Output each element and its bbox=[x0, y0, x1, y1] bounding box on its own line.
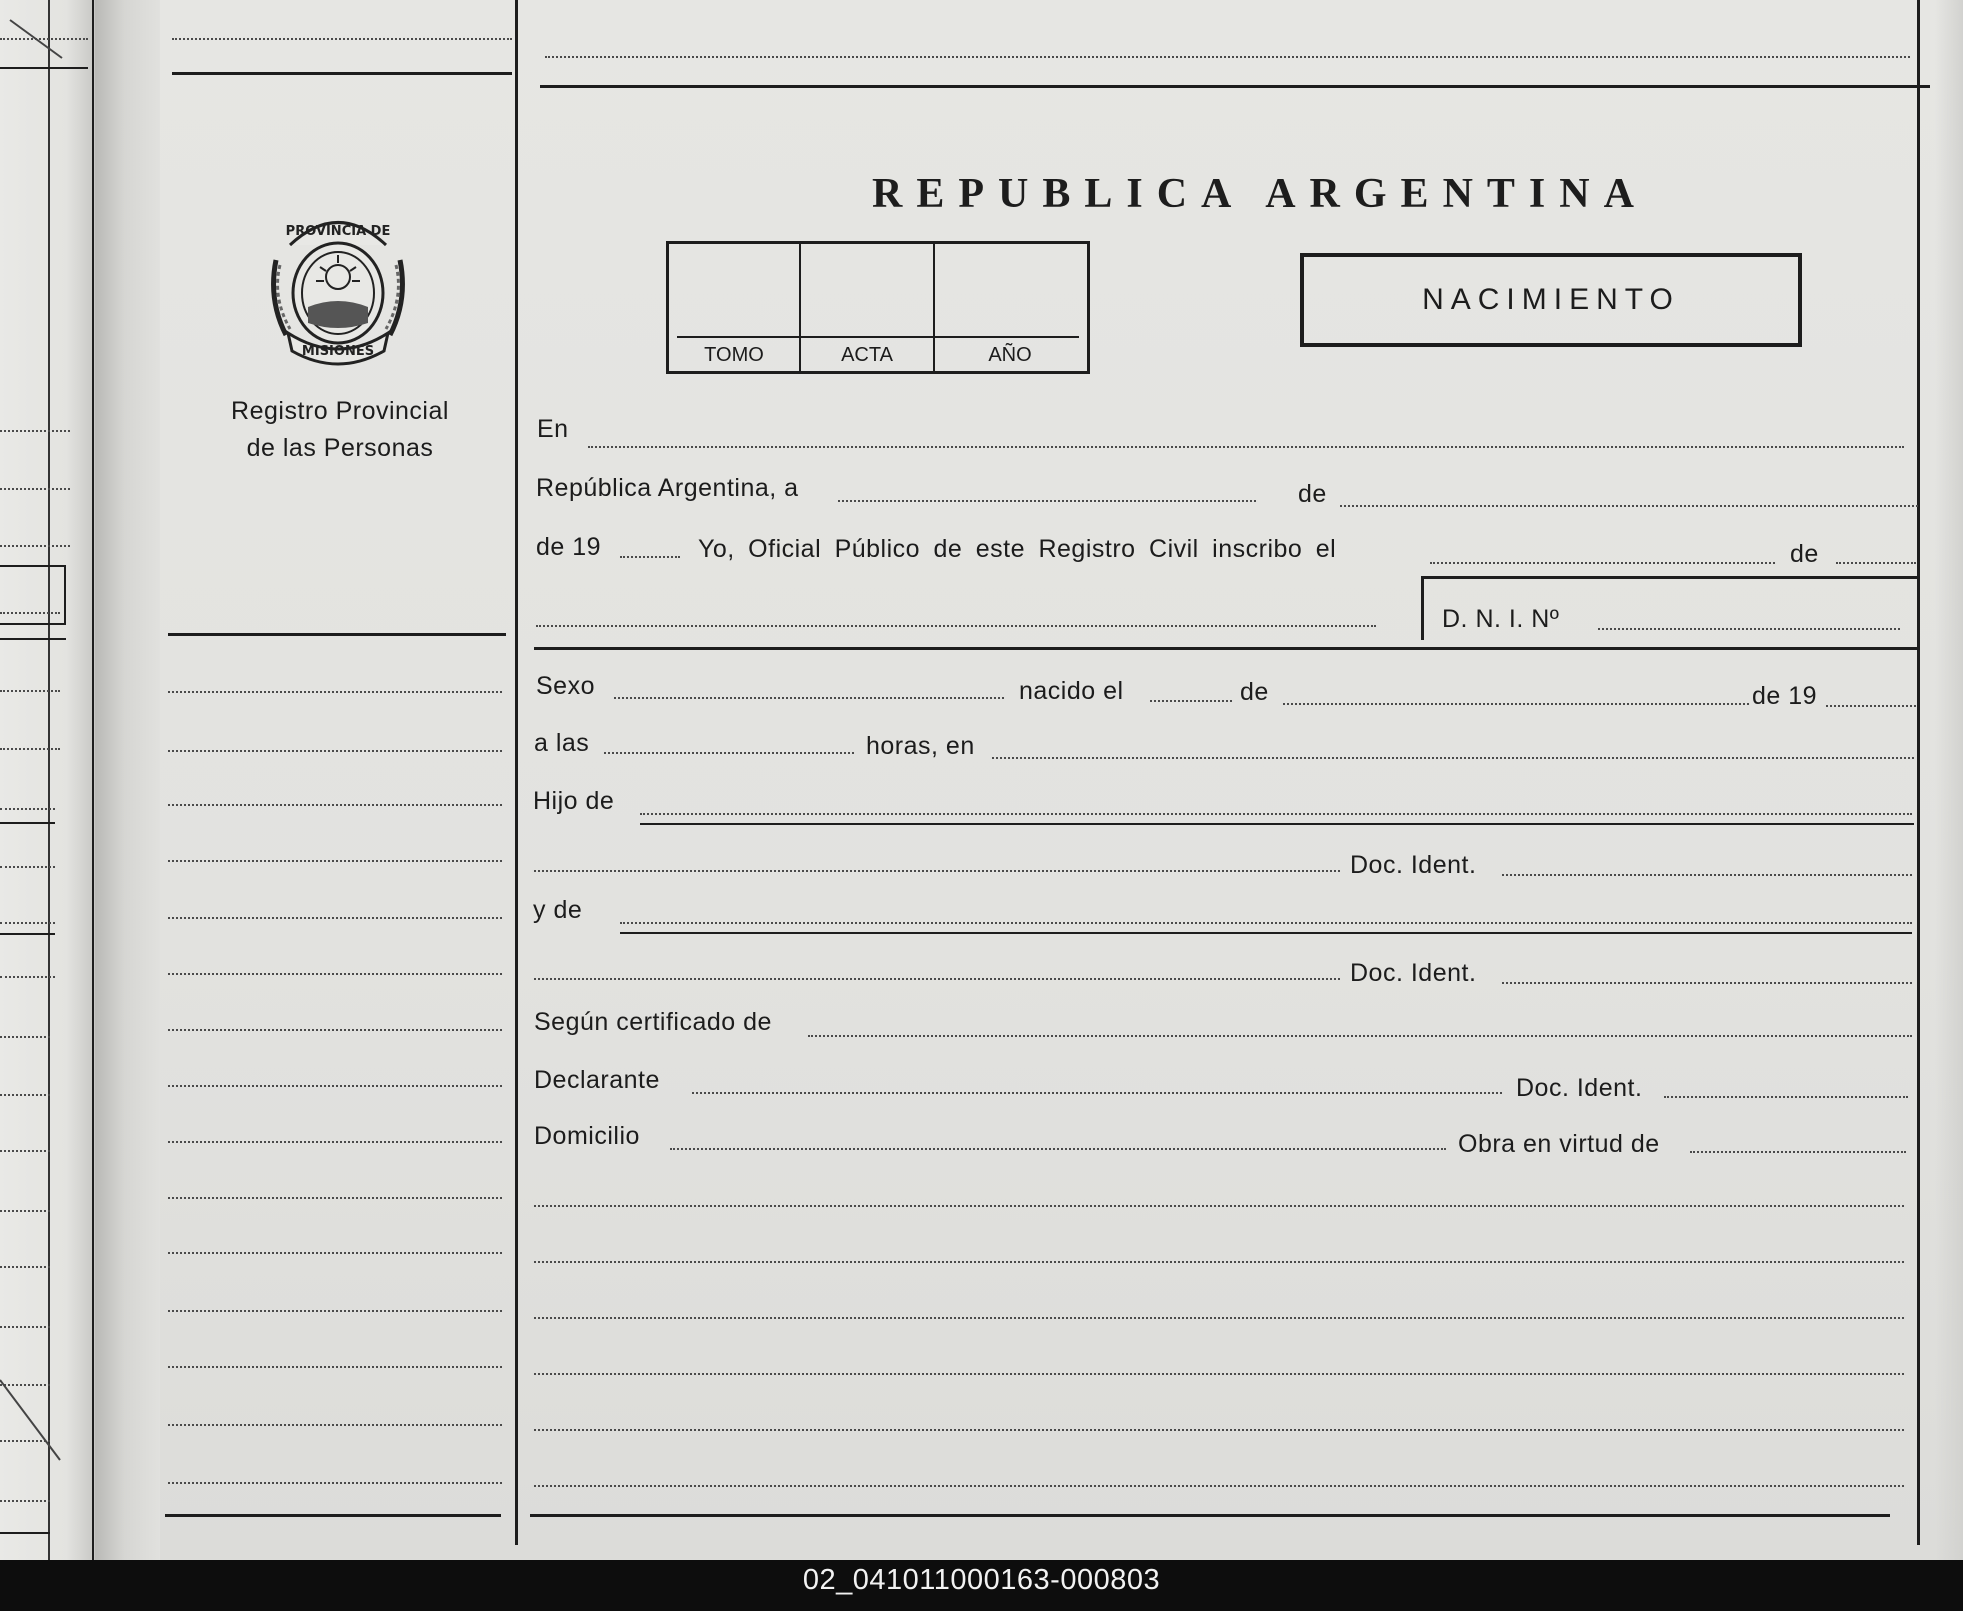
svg-text:PROVINCIA DE: PROVINCIA DE bbox=[285, 224, 391, 239]
form-page bbox=[160, 0, 1963, 1560]
label-doc-ident-3: Doc. Ident. bbox=[1516, 1074, 1643, 1102]
svg-text:MISIONES: MISIONES bbox=[301, 344, 375, 359]
field-month bbox=[1340, 505, 1918, 507]
field-day bbox=[838, 500, 1256, 502]
field-nacido-mes bbox=[1283, 703, 1749, 705]
label-a-las: a las bbox=[534, 729, 590, 757]
field-en bbox=[588, 446, 1904, 448]
field-inscribo bbox=[1430, 562, 1775, 564]
padre-underline bbox=[640, 823, 1914, 825]
field-padre bbox=[640, 813, 1912, 815]
pencil-marks bbox=[0, 0, 95, 1560]
label-de-19: de 19 bbox=[536, 533, 602, 561]
field-doc-declarante bbox=[1664, 1096, 1908, 1098]
country-title: REPUBLICA ARGENTINA bbox=[872, 171, 1648, 217]
acta-label: ACTA bbox=[841, 344, 893, 366]
label-declarante: Declarante bbox=[534, 1066, 660, 1094]
label-domicilio: Domicilio bbox=[534, 1122, 640, 1150]
section-rule bbox=[534, 647, 1920, 650]
field-nacido-dia bbox=[1150, 700, 1232, 702]
label-de-3: de bbox=[1240, 678, 1269, 706]
label-hijo-de: Hijo de bbox=[533, 787, 615, 815]
field-certificado bbox=[808, 1035, 1912, 1037]
act-type-label: NACIMIENTO bbox=[1422, 283, 1680, 316]
field-padre-cont bbox=[534, 870, 1340, 872]
label-sexo: Sexo bbox=[536, 672, 595, 700]
label-de-2: de bbox=[1790, 540, 1819, 568]
field-domicilio bbox=[670, 1148, 1446, 1150]
field-nacido-ano bbox=[1826, 705, 1916, 707]
label-obra: Obra en virtud de bbox=[1458, 1130, 1660, 1158]
field-madre bbox=[620, 922, 1912, 924]
field-hora bbox=[604, 752, 854, 754]
registry-name-line1: Registro Provincial bbox=[231, 397, 449, 425]
side-top-dotline bbox=[172, 38, 512, 40]
page-edge-shadow bbox=[1935, 0, 1963, 1560]
label-de-1: de bbox=[1298, 480, 1327, 508]
registry-number-box bbox=[666, 241, 1090, 374]
label-en: En bbox=[537, 415, 569, 443]
field-doc-madre bbox=[1502, 982, 1912, 984]
province-seal-icon bbox=[268, 205, 408, 370]
act-type-box bbox=[1300, 253, 1802, 347]
field-dni bbox=[1598, 628, 1900, 630]
label-nacido-el: nacido el bbox=[1019, 677, 1124, 705]
label-segun: Según certificado de bbox=[534, 1008, 772, 1036]
label-de-19-short: de 19 bbox=[1752, 682, 1818, 710]
field-madre-cont bbox=[534, 978, 1340, 980]
right-margin-rule bbox=[1917, 0, 1920, 1545]
field-de-2 bbox=[1836, 562, 1916, 564]
label-y-de: y de bbox=[533, 896, 583, 924]
ano-label: AÑO bbox=[988, 344, 1032, 366]
label-doc-ident-2: Doc. Ident. bbox=[1350, 959, 1477, 987]
field-sexo bbox=[614, 697, 1004, 699]
label-dni: D. N. I. Nº bbox=[1442, 605, 1560, 633]
field-declarante bbox=[692, 1092, 1502, 1094]
madre-underline bbox=[620, 932, 1912, 934]
side-top-rule bbox=[172, 72, 512, 75]
field-doc-padre bbox=[1502, 874, 1912, 876]
main-top-dotline bbox=[545, 56, 1910, 58]
left-margin-rule bbox=[515, 0, 518, 1545]
field-name bbox=[536, 625, 1376, 627]
scan-code: 02_041011000163-000803 bbox=[802, 1564, 1161, 1596]
field-obra bbox=[1690, 1151, 1906, 1153]
main-top-rule bbox=[540, 85, 1930, 88]
label-horas-en: horas, en bbox=[866, 732, 975, 760]
book-gutter bbox=[95, 0, 170, 1560]
label-doc-ident-1: Doc. Ident. bbox=[1350, 851, 1477, 879]
label-oficial: Yo, Oficial Público de este Registro Civil inscribo el bbox=[698, 535, 1337, 563]
tomo-label: TOMO bbox=[704, 344, 764, 366]
label-republica-a: República Argentina, a bbox=[536, 474, 799, 502]
field-lugar bbox=[992, 757, 1914, 759]
field-year bbox=[620, 556, 680, 558]
registry-name-line2: de las Personas bbox=[246, 434, 434, 462]
registry-name bbox=[205, 393, 475, 467]
